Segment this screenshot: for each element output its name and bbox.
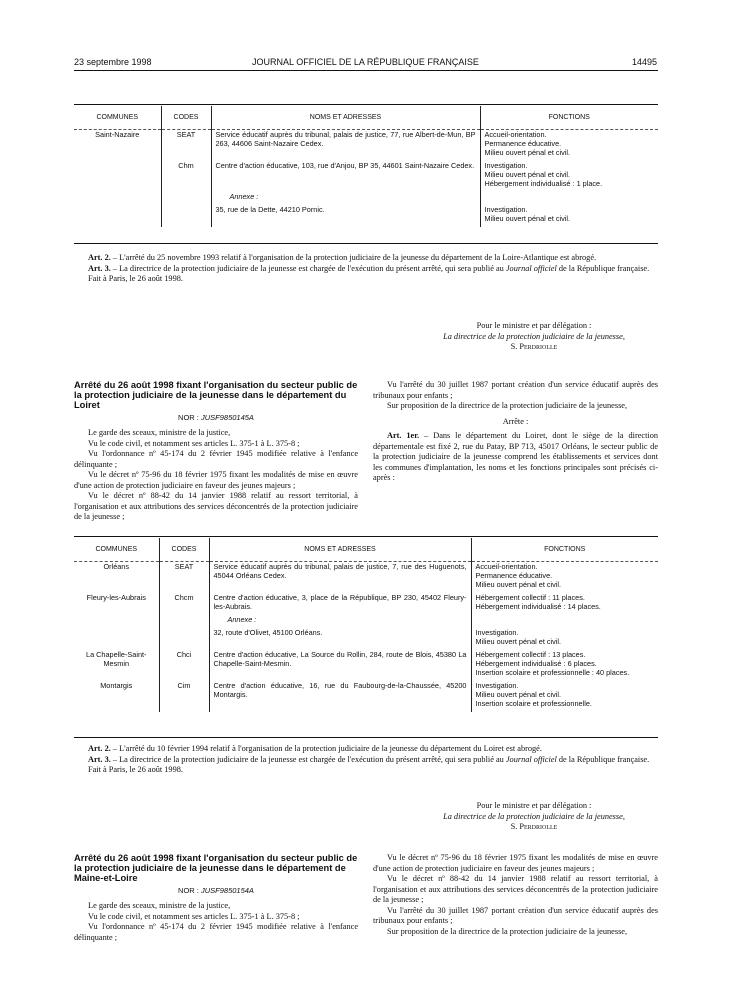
nom-adresse-cell: Centre d'action éducative, 3, place de la République, BP 230, 45402 Fleury-les-Aubrais. xyxy=(209,593,471,611)
col-noms-adresses: NOMS ET ADRESSES xyxy=(211,106,480,130)
table-row xyxy=(74,615,658,624)
visa-paragraph: Sur proposition de la directrice de la protection judiciaire de la jeunesse, xyxy=(387,926,628,936)
fonction-line: Investigation. xyxy=(484,161,528,170)
table-row xyxy=(74,205,658,223)
article-label: Art. 3. xyxy=(88,754,111,764)
fonction-line: Permanence éducative. xyxy=(484,139,562,148)
table2 xyxy=(74,538,658,712)
commune-cell xyxy=(74,628,159,646)
article-text: – Dans le département du Loiret, dont le siège de la direction départementale est fixé 2, rue du Patay, BP 713, 45017 Orléans, le secteur public de la protection judiciaire de la jeunesse comprend les établissements et services dont les communes d'implantation, les noms et les fonctions principales sont précisés ci-après : xyxy=(373,431,658,482)
article-label: Art. 1er. xyxy=(387,431,420,440)
loiret-visas-right xyxy=(373,380,658,412)
maine-visas-left xyxy=(74,901,358,943)
table1 xyxy=(74,106,658,227)
article-text-end: de la République française. xyxy=(556,754,650,764)
table1-body xyxy=(74,130,658,228)
fonction-line: Milieu ouvert pénal et civil. xyxy=(484,148,571,157)
visa-paragraph: Vu l'arrêté du 30 juillet 1987 portant création d'un service éducatif auprès des tribunaux pour enfants ; xyxy=(373,380,658,400)
maine-left-column xyxy=(74,853,358,943)
maine-decree-title: Arrêté du 26 août 1998 fixant l'organisation du secteur public de la protection judiciaire de la jeunesse dans le département de Maine-et-Loire xyxy=(74,853,358,883)
signature-line: Pour le ministre et par délégation : xyxy=(476,801,592,810)
visa-paragraph: Vu le décret nº 88-42 du 14 janvier 1988 relatif au ressort territorial, à l'organisation et aux attributions des services déconcentrés de la protection judiciaire de la jeunesse ; xyxy=(373,874,658,904)
col-communes: COMMUNES xyxy=(74,106,161,130)
table-row xyxy=(74,130,658,158)
article-2 xyxy=(74,744,658,755)
nom-adresse-cell: Service éducatif auprès du tribunal, palais de justice, 7, rue des Huguenots, 45044 Orléans Cedex. xyxy=(209,562,471,590)
loiret-decree-title: Arrêté du 26 août 1998 fixant l'organisation du secteur public de la protection judiciaire de la jeunesse dans le département du Loiret xyxy=(74,380,358,410)
maine-nor xyxy=(74,886,358,895)
article-text: – L'arrêté du 25 novembre 1993 relatif à l'organisation de la protection judiciaire de la jeunesse du département de la Loire-Atlantique est abrogé. xyxy=(110,253,597,262)
fonction-line: Investigation. xyxy=(475,628,519,637)
table-row xyxy=(74,681,658,708)
code-cell: Chci xyxy=(159,650,209,677)
header-rule xyxy=(74,70,658,71)
col-communes: COMMUNES xyxy=(74,538,159,562)
loiret-nor xyxy=(74,413,358,422)
fonctions-cell xyxy=(471,593,658,611)
nom-adresse-cell: 32, route d'Olivet, 45100 Orléans. xyxy=(209,628,471,646)
code-cell: Chm xyxy=(161,161,211,188)
nom-adresse-cell: Annexe : xyxy=(209,615,471,624)
fonction-line: Milieu ouvert pénal et civil. xyxy=(484,214,571,223)
table-row xyxy=(74,192,658,201)
fait-a-paris: Fait à Paris, le 26 août 1998. xyxy=(88,765,183,774)
fonction-line: Investigation. xyxy=(475,681,519,690)
fonction-line: Hébergement individualisé : 1 place. xyxy=(484,179,603,188)
fonction-line: Milieu ouvert pénal et civil. xyxy=(484,170,571,179)
code-cell: SEAT xyxy=(161,130,211,158)
table-row xyxy=(74,628,658,646)
table-row xyxy=(74,562,658,590)
row-spacer xyxy=(74,223,658,227)
block1-articles xyxy=(74,253,658,285)
commune-cell: Saint-Nazaire xyxy=(95,130,140,139)
fonctions-cell xyxy=(471,681,658,708)
fonction-line: Hébergement collectif : 13 places. xyxy=(475,650,586,659)
fonction-line: Milieu ouvert pénal et civil. xyxy=(475,690,562,699)
fonction-line: Hébergement individualisé : 14 places. xyxy=(475,602,601,611)
commune-cell xyxy=(74,161,161,188)
signature-name: S. Perdriolle xyxy=(510,822,558,831)
nor-code: JUSF9850154A xyxy=(200,886,254,895)
visa-paragraph: Le garde des sceaux, ministre de la justice, xyxy=(88,901,231,910)
col-fonctions: FONCTIONS xyxy=(471,538,658,562)
loiret-arrete: Arrête : xyxy=(502,416,529,426)
nom-adresse-cell: Centre d'action éducative, La Source du Rollin, 284, route de Blois, 45380 La Chapelle-Saint-Mesmin. xyxy=(209,650,471,677)
code-cell xyxy=(161,192,211,201)
fonction-line: Milieu ouvert pénal et civil. xyxy=(475,637,562,646)
fonctions-cell xyxy=(480,130,658,158)
loiret-right-column xyxy=(373,380,658,484)
nor-label: NOR : xyxy=(178,886,199,895)
nom-adresse-cell: Annexe : xyxy=(211,192,480,201)
article-2 xyxy=(74,253,658,264)
nom-adresse-cell: Centre d'action éducative, 103, rue d'Anjou, BP 35, 44601 Saint-Nazaire Cedex. xyxy=(211,161,480,188)
block2-articles xyxy=(74,744,658,776)
visa-paragraph: Vu l'ordonnance nº 45-174 du 2 février 1945 modifiée relative à l'enfance délinquante ; xyxy=(74,449,358,469)
table-row xyxy=(74,161,658,188)
fonction-line: Hébergement individualisé : 6 places. xyxy=(475,659,597,668)
nor-label: NOR : xyxy=(178,413,199,422)
block1-signature xyxy=(410,321,658,353)
loiret-left-column xyxy=(74,380,358,523)
visa-paragraph: Vu le décret nº 75-96 du 18 février 1975 fixant les modalités de mise en œuvre d'une action de protection judiciaire en faveur des jeunes majeurs ; xyxy=(74,470,358,490)
col-codes: CODES xyxy=(159,538,209,562)
header-page-number: 14495 xyxy=(631,57,657,67)
code-cell xyxy=(161,205,211,223)
loiret-visas-left xyxy=(74,428,358,523)
fonctions-cell xyxy=(480,161,658,188)
visa-paragraph: Vu l'arrêté du 30 juillet 1987 portant création d'un service éducatif auprès des tribunaux pour enfants ; xyxy=(373,905,658,925)
table2-body xyxy=(74,562,658,713)
fonctions-cell xyxy=(480,205,658,223)
code-cell xyxy=(159,628,209,646)
fonctions-cell xyxy=(471,628,658,646)
article-text: – L'arrêté du 10 février 1994 relatif à l'organisation de la protection judiciaire de la jeunesse du département du Loiret est abrogé. xyxy=(110,744,542,753)
header-date: 23 septembre 1998 xyxy=(74,57,152,67)
commune-cell: Fleury-les-Aubrais xyxy=(86,593,146,602)
col-codes: CODES xyxy=(161,106,211,130)
article-text: – La directrice de la protection judiciaire de la jeunesse est chargée de l'exécution du présent arrêté, qui sera publié au xyxy=(110,263,506,273)
header-journal-title: JOURNAL OFFICIEL DE LA RÉPUBLIQUE FRANÇAISE xyxy=(252,57,479,67)
article-3 xyxy=(74,755,658,766)
nom-adresse-cell: 35, rue de la Dette, 44210 Pornic. xyxy=(211,205,480,223)
signature-line: Pour le ministre et par délégation : xyxy=(476,321,592,330)
nor-code: JUSF9850145A xyxy=(200,413,254,422)
fonctions-cell xyxy=(480,192,658,201)
signature-title: La directrice de la protection judiciaire de la jeunesse, xyxy=(443,811,625,821)
visa-paragraph: Vu l'ordonnance nº 45-174 du 2 février 1945 modifiée relative à l'enfance délinquante ; xyxy=(74,922,358,942)
table-row xyxy=(74,650,658,677)
fonction-line: Insertion scolaire et professionnelle. xyxy=(475,699,592,708)
journal-officiel-italic: Journal officiel xyxy=(505,754,557,764)
loiret-article-1 xyxy=(373,431,658,484)
nom-adresse-cell: Centre d'action éducative, 16, rue du Faubourg-de-la-Chaussée, 45200 Montargis. xyxy=(209,681,471,708)
code-cell: Chcm xyxy=(159,593,209,611)
journal-officiel-italic: Journal officiel xyxy=(505,263,557,273)
fonctions-cell xyxy=(471,650,658,677)
table-row xyxy=(74,593,658,611)
fait-a-paris: Fait à Paris, le 26 août 1998. xyxy=(88,274,183,283)
fonction-line: Permanence éducative. xyxy=(475,571,553,580)
article-label: Art. 3. xyxy=(88,263,111,273)
nom-adresse-cell: Service éducatif auprès du tribunal, palais de justice, 77, rue Albert-de-Mun, BP 263, 44606 Saint-Nazaire Cedex. xyxy=(211,130,480,158)
visa-paragraph: Vu le décret nº 75-96 du 18 février 1975 fixant les modalités de mise en œuvre d'une action de protection judiciaire en faveur des jeunes majeurs ; xyxy=(373,853,658,873)
visa-paragraph: Vu le code civil, et notamment ses articles L. 375-1 à L. 375-8 ; xyxy=(88,438,300,448)
fonction-line: Accueil-orientation. xyxy=(475,562,538,571)
article-3 xyxy=(74,264,658,275)
fonction-line: Investigation. xyxy=(484,205,528,214)
signature-title: La directrice de la protection judiciaire de la jeunesse, xyxy=(443,331,625,341)
article-label: Art. 2. xyxy=(88,253,111,262)
commune-cell xyxy=(74,205,161,223)
article-text: – La directrice de la protection judiciaire de la jeunesse est chargée de l'exécution du présent arrêté, qui sera publié au xyxy=(110,754,506,764)
block2-signature xyxy=(410,801,658,833)
visa-paragraph: Vu le code civil, et notamment ses articles L. 375-1 à L. 375-8 ; xyxy=(88,911,300,921)
col-noms-adresses: NOMS ET ADRESSES xyxy=(209,538,471,562)
fonction-line: Milieu ouvert pénal et civil. xyxy=(475,580,562,589)
visa-paragraph: Sur proposition de la directrice de la protection judiciaire de la jeunesse, xyxy=(387,401,628,410)
commune-cell xyxy=(74,192,161,201)
row-spacer xyxy=(74,708,658,712)
article-text-end: de la République française. xyxy=(556,263,650,273)
article-label: Art. 2. xyxy=(88,744,111,753)
visa-paragraph: Vu le décret nº 88-42 du 14 janvier 1988 relatif au ressort territorial, à l'organisation et aux attributions des services déconcentrés de la protection judiciaire de la jeunesse ; xyxy=(74,491,358,521)
col-fonctions: FONCTIONS xyxy=(480,106,658,130)
visa-paragraph: Le garde des sceaux, ministre de la justice, xyxy=(88,428,231,437)
fonctions-cell xyxy=(471,562,658,590)
fonction-line: Accueil-orientation. xyxy=(484,130,547,139)
fonctions-cell xyxy=(471,615,658,624)
commune-cell xyxy=(74,615,159,624)
code-cell: Cim xyxy=(159,681,209,708)
commune-cell: Orléans xyxy=(103,562,130,571)
fonction-line: Insertion scolaire et professionnelle : 40 places. xyxy=(475,668,630,677)
signature-name: S. Perdriolle xyxy=(510,342,558,351)
commune-cell: Montargis xyxy=(100,681,133,690)
maine-visas-right xyxy=(373,853,658,937)
commune-cell: La Chapelle-Saint-Mesmin xyxy=(86,650,147,668)
code-cell xyxy=(159,615,209,624)
fonction-line: Hébergement collectif : 11 places. xyxy=(475,593,585,602)
code-cell: SEAT xyxy=(159,562,209,590)
